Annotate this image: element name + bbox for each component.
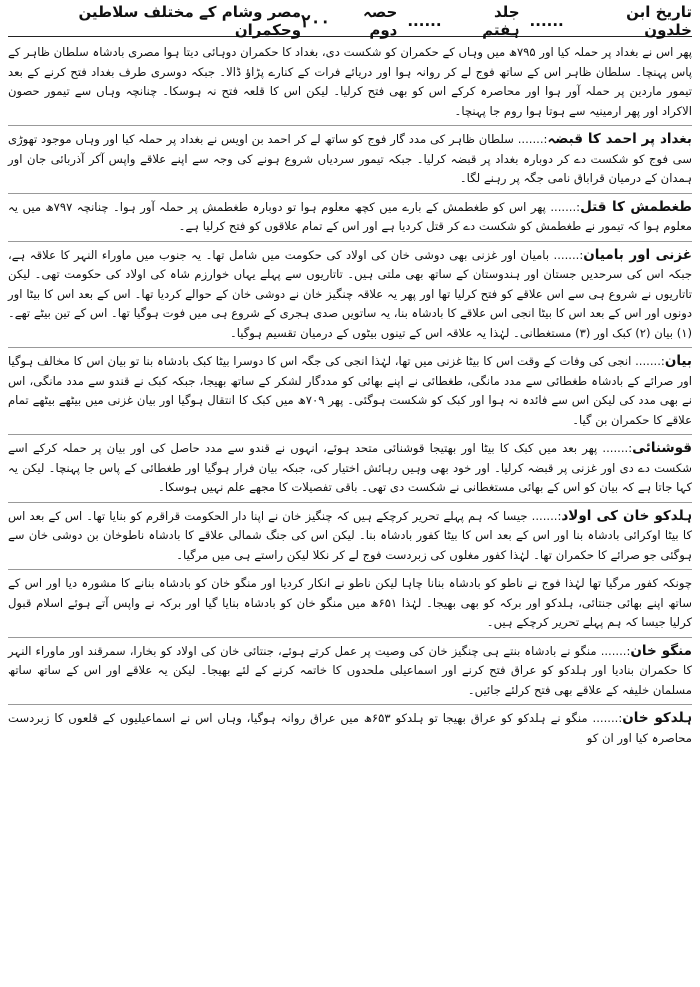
paragraph-text: سلطان ظاہر کی مدد گار فوج کو ساتھ لے کر احمد بن اویس نے بغداد پر حملہ کیا اور وہاں موجود تھوڑی سی فوج کو شکست دے کر دوبارہ بغداد پر قبضہ کرلیا۔ جبکہ تیمور سردیاں شروع ہونے کی وجہ سے اپنے علاقے واپس آکر آذربائی جان اور ہمدان کے درمیان قراباق نامی جگہ پر رہنے لگا۔	[8, 132, 692, 185]
section-heading: بغداد پر احمد کا قبضہ	[547, 131, 692, 147]
divider	[8, 241, 692, 242]
volume-label: جلد ہفتم	[482, 3, 520, 39]
paragraph-text: چونکہ کفور مرگیا تھا لہٰذا فوج نے ناطو کو بادشاہ بنانا چاہا لیکن ناطو نے انکار کردیا اور منگو خان کو بادشاہ بنانے کا مشورہ دیا اور اس کے ساتھ اپنے بھائی جنتائی، ہلدکو اور برکہ کو بھی بھیجا۔ لہٰذا ۶۵۱ھ میں منگو خان کو بادشاہ بنایا گیا اور برکہ نے واپس آتے ہوئے اسلام قبول کرلیا جیسا کہ ہم پہلے تحریر کرچکے ہیں۔	[8, 576, 692, 629]
divider	[8, 193, 692, 194]
section-heading: بیان	[664, 353, 692, 369]
paragraph-text: پھر اس نے بغداد پر حملہ کیا اور ۷۹۵ھ میں وہاں کے حکمران کو شکست دی، بغداد کا حکمران دوہائی دیتا ہوا مصری بادشاہ سلطان ظاہر کے پاس پہنچا۔ سلطان ظاہر اس کے ساتھ فوج لے کر روانہ ہوا اور دریائے فرات کے کنارے پڑاؤ ڈالا۔ جبکہ دوسری طرف بغداد فتح کرنے کے بعد تیمور ماردین پر حملہ آور ہوا اور محاصرہ کرکے اس کو بھی فتح کرلیا۔ لیکن اس کا قلعہ فتح نہ ہوسکا۔ چنانچہ وہاں سے تیمور حصون الاکراد اور پھر ارمینیہ سے ہوتا ہوا روم جا پہنچا۔	[8, 45, 692, 118]
paragraph	[8, 439, 692, 498]
section-heading: غزنی اور بامیان	[583, 246, 692, 263]
divider	[8, 347, 692, 348]
section-heading: طغطمش کا قتل	[580, 198, 693, 215]
paragraph	[8, 130, 692, 189]
paragraph-text: پھر اس کو طغطمش کے بارے میں کچھ معلوم ہوا تو دوبارہ طغطمش پر حملہ آور ہوا۔ چنانچہ ۷۹۷ھ میں یہ معلوم ہوا کہ تیمور نے طغطمش کو شکست دے کر قتل کردیا ہے اور اس کے تمام علاقوں کو فتح کرلیا ہے۔	[8, 199, 692, 233]
heading-dots: :.......	[635, 354, 665, 368]
heading-dots: :.......	[531, 508, 562, 523]
paragraph	[8, 43, 692, 121]
paragraph-text: منگو نے بادشاہ بنتے ہی چنگیز خان کی وصیت پر عمل کرتے ہوئے، جنتائی خان کی اولاد کو بخارا، سمرقند اور ماوراء النہر کا حکمران بنادیا اور ہلدکو کو عراق فتح کرنے اور اسماعیلی ملحدوں کا خاتمہ کرنے کے لئے بھیجا۔ لیکن یہ علاقے اور اس کے ساتھ ساتھ مسلمان خلیفہ کے علاقے بھی فتح کرلئے جائیں۔	[8, 643, 692, 697]
section-heading: منگو خان	[630, 642, 692, 659]
divider	[8, 434, 692, 435]
divider	[8, 569, 692, 570]
heading-dots: :.......	[553, 247, 584, 262]
running-header	[8, 3, 692, 39]
heading-dots: :.......	[602, 441, 633, 455]
paragraph-text: منگو نے ہلدکو کو عراق بھیجا تو ہلدکو ۶۵۳ھ میں عراق روانہ ہوگیا، وہاں اس نے اسماعیلیوں کے قلعوں کا زبردست محاصرہ کیا اور ان کو	[8, 711, 692, 745]
divider	[8, 704, 692, 705]
part-label: حصہ دوم	[362, 3, 398, 39]
divider	[8, 637, 692, 638]
divider	[8, 502, 692, 503]
paragraph-text: جیسا کہ ہم پہلے تحریر کرچکے ہیں کہ چنگیز خان نے اپنا دار الحکومت قراقرم کو بنایا تھا۔ اس کے بعد اس کا بیٹا اوکرائی بادشاہ بنا اور اس کے بعد اس کا بیٹا کفور بادشاہ بنا۔ لیکن اس کی جنگ شمالی علاقے کا بادشاہ ناطوخان بن دوشی خان سے ہوگئی جو صرائے کا حکمران تھا۔ لہٰذا کفور مغلوں کی زبردست فوج لے کر نکلا لیکن راستے ہی میں مرگیا۔	[8, 508, 692, 562]
section-heading: قوشنائی	[632, 440, 692, 456]
section-heading: ہلدکو خان کی اولاد	[561, 507, 692, 524]
paragraph-text: انجی کی وفات کے وقت اس کا بیٹا غزنی میں تھا، لہٰذا انجی کی جگہ اس کا دوسرا بیٹا کبک بادشاہ بنا تو بیان اس کا مخالف ہوگیا اور صرائے کے بادشاہ طغطائی سے مدد مانگی، طغطائی نے اپنے بھائی کو مددگار لشکر کے ساتھ بھیجا، جبکہ کبک نے قندو سے مدد مانگی، اس نے بھی مدد کی لیکن اس سے فائدہ نہ ہوا اور کبک کو شکست ہوگئی۔ پھر ۷۰۹ھ میں کبک کا انتقال ہوگیا اور بیان غزنی میں بیٹھے بیٹھے تمام علاقے کا حکمران بن گیا۔	[8, 354, 692, 427]
page-number: ۲۰۰	[301, 10, 331, 32]
chapter-title: مصر وشام کے مختلف سلاطین وحکمران	[78, 3, 302, 39]
paragraph	[8, 709, 692, 748]
heading-dots: :.......	[592, 711, 623, 725]
paragraph	[8, 574, 692, 633]
paragraph-text: بامیان اور غزنی بھی دوشی خان کی اولاد کی حکومت میں شامل تھا۔ یہ جنوب میں ماوراء النہر کا علاقہ ہے، جبکہ اس کی سرحدیں جستان اور ہندوستان کے ساتھ بھی ملتی ہیں۔ تاتاریوں سے پہلے یہاں خوارزم شاہ کی اولاد کی حکومت تھی۔ لیکن تاتاریوں نے شروع ہی سے اس علاقے کو فتح کرلیا تھا اور پھر یہ علاقہ چنگیز خان نے دوشی خان کے حوالے کردیا تھا۔ اس کے بعد اس کا بیٹا اور دونوں اور اس کے بعد اس کا بیٹا انجی اس علاقے کا بادشاہ بنا، یہ ساتویں صدی ہجری کے شروع ہی میں فوت ہوگیا تھا۔ اس کے تین بیٹے تھے۔ (۱) بیان (۲) کبک اور (۳) مستغطانی۔ لہٰذا یہ علاقہ اس کے تینوں بیٹوں کے درمیان تقسیم ہوگیا۔	[8, 247, 692, 340]
paragraph-text: پھر بعد میں کبک کا بیٹا اور بھتیجا قوشنائی متحد ہوئے، انہوں نے قندو سے مدد حاصل کی اور بیان پر حملہ کرکے اسے شکست دے دی اور غزنی پر قبضہ کرلیا۔ اور خود بھی وہیں رہائش اختیار کی، جبکہ بیان فرار ہوگیا اور طغطائی کے پاس جا پہنچا۔ لیکن یہ کہا جاتا ہے کہ بیان کو اس کے بھائی مستغطانی نے شکست دی تھی۔ باقی تفصیلات کا مجھے علم نہیں ہوسکا۔	[8, 441, 692, 494]
book-title: تاریخ ابن خلدون	[626, 3, 692, 39]
header-book-info	[330, 3, 692, 39]
header-dots: ......	[529, 12, 564, 30]
heading-dots: :.......	[550, 199, 581, 214]
paragraph	[8, 507, 692, 566]
paragraph	[8, 198, 692, 237]
heading-dots: :.......	[600, 643, 631, 658]
paragraph	[8, 352, 692, 430]
body-text	[8, 37, 692, 748]
paragraph	[8, 246, 692, 344]
heading-dots: :.......	[517, 132, 548, 146]
header-dots: ......	[407, 12, 442, 30]
paragraph	[8, 642, 692, 701]
divider	[8, 125, 692, 126]
section-heading: ہلدکو خان	[622, 710, 693, 726]
